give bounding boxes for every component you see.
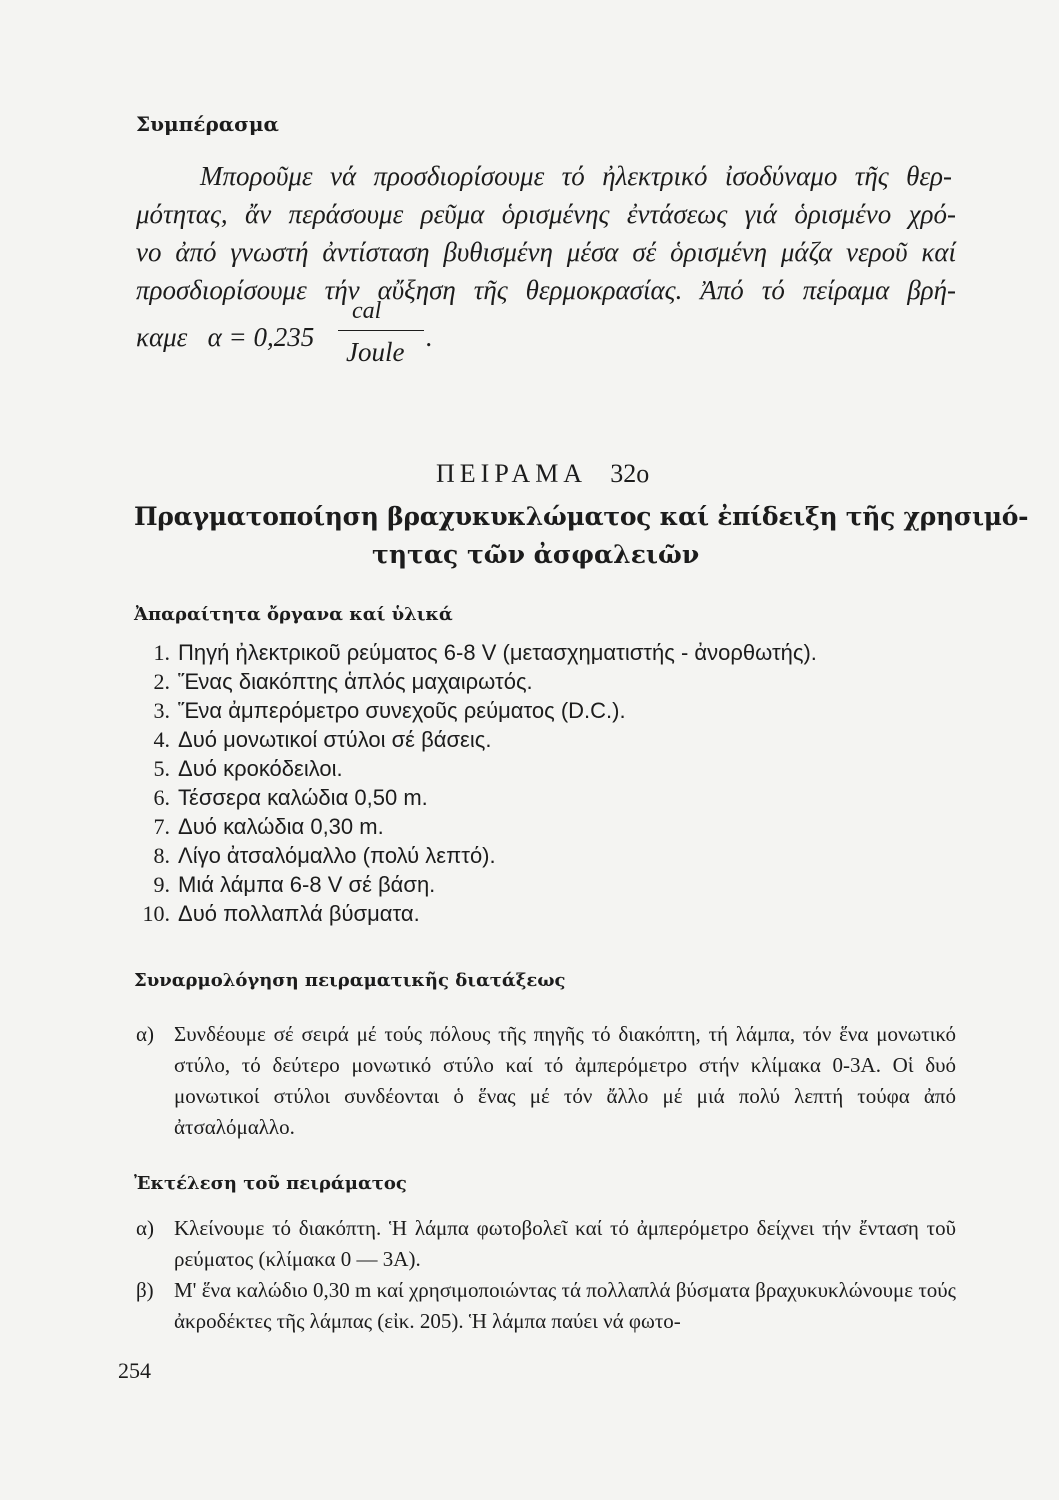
list-item [134, 872, 435, 898]
list-text: Μιά λάμπα 6-8 V σέ βάση. [178, 872, 436, 897]
formula-fraction-bar [338, 330, 424, 331]
experiment-number: 32ο [610, 459, 650, 488]
formula-denominator: Joule [346, 337, 405, 367]
step-label: β) [136, 1278, 154, 1302]
materials-heading: Ἀπαραίτητα ὄργανα καί ὑλικά [134, 604, 453, 625]
list-item [134, 669, 533, 695]
formula-end: . [426, 322, 433, 352]
list-item [134, 785, 428, 811]
assembly-paragraph [136, 1019, 956, 1149]
step-label: α) [136, 1216, 154, 1240]
list-number: 4. [153, 727, 170, 752]
step-text: Μ' ἕνα καλώδιο 0,30 m καί χρησιμοποιώντας τά πολλαπλά βύσματα βραχυκυκλώνουμε τούς ἀκροδέκτες τῆς λάμπας (εἰκ. 205). Ἡ λάμπα παύει νά φωτο- [174, 1278, 956, 1333]
execution-step [136, 1275, 956, 1337]
conclusion-line: προσδιορίσουμε τήν αὔξηση τῆς θερμοκρασίας. Ἀπό τό πείραμα βρή- [136, 275, 956, 305]
formula-prefix: καμε α = 0,235 [136, 322, 315, 352]
step-text: Κλείνουμε τό διακόπτη. Ἡ λάμπα φωτοβολεῖ καί τό ἀμπερόμετρο δείχνει τήν ἔνταση τοῦ ρεύματος (κλίμακα 0 — 3Α). [174, 1216, 956, 1271]
list-item [134, 843, 496, 869]
list-item [134, 727, 491, 753]
list-item [134, 814, 384, 840]
list-text: Τέσσερα καλώδια 0,50 m. [178, 785, 428, 810]
list-text: Δυό κροκόδειλοι. [178, 756, 343, 781]
assembly-heading: Συναρμολόγηση πειραματικῆς διατάξεως [134, 970, 566, 991]
conclusion-line: μότητας, ἄν περάσουμε ρεῦμα ὁρισμένης ἐντάσεως γιά ὁρισμένο χρό- [136, 199, 956, 229]
list-number: 10. [142, 901, 170, 926]
list-number: 7. [153, 814, 170, 839]
list-item [134, 901, 420, 927]
list-number: 9. [153, 872, 170, 897]
experiment-label-row [436, 459, 649, 489]
list-number: 6. [153, 785, 170, 810]
step-label: α) [136, 1022, 154, 1046]
experiment-label: ΠΕΙΡΑΜΑ [436, 459, 588, 488]
list-item [134, 640, 817, 666]
conclusion-line: Μποροῦμε νά προσδιορίσουμε τό ἠλεκτρικό ἰσοδύναμο τῆς θερ- [200, 161, 952, 191]
list-text: Ἕνα ἀμπερόμετρο συνεχοῦς ρεύματος (D.C.). [178, 698, 626, 723]
list-text: Δυό πολλαπλά βύσματα. [178, 901, 420, 926]
conclusion-heading: Συμπέρασμα [136, 112, 279, 136]
list-number: 5. [153, 756, 170, 781]
experiment-title-line: τητας τῶν ἀσφαλειῶν [372, 540, 700, 569]
list-text: Λίγο ἀτσαλόμαλλο (πολύ λεπτό). [178, 843, 496, 868]
experiment-title-line: Πραγματοποίηση βραχυκυκλώματος καί ἐπίδειξη τῆς χρησιμό- [134, 502, 1029, 531]
execution-heading: Ἐκτέλεση τοῦ πειράματος [134, 1173, 407, 1194]
list-number: 8. [153, 843, 170, 868]
list-number: 1. [153, 640, 170, 665]
list-number: 3. [153, 698, 170, 723]
formula-numerator: cal [352, 298, 382, 324]
list-number: 2. [153, 669, 170, 694]
list-text: Πηγή ἠλεκτρικοῦ ρεύματος 6-8 V (μετασχηματιστής - ἀνορθωτής). [178, 640, 817, 665]
list-text: Δυό καλώδια 0,30 m. [178, 814, 384, 839]
list-item [134, 756, 343, 782]
conclusion-line: νο ἀπό γνωστή ἀντίσταση βυθισμένη μέσα σέ ὁρισμένη μάζα νεροῦ καί [136, 237, 956, 267]
page-number: 254 [118, 1358, 151, 1383]
list-text: Ἕνας διακόπτης ἁπλός μαχαιρωτός. [178, 669, 533, 694]
list-text: Δυό μονωτικοί στύλοι σέ βάσεις. [178, 727, 492, 752]
list-item [134, 698, 626, 724]
step-text: Συνδέουμε σέ σειρά μέ τούς πόλους τῆς πηγῆς τό διακόπτη, τή λάμπα, τόν ἕνα μονωτικό στύλο, τό δεύτερο μονωτικό στύλο καί τό ἀμπερόμετρο στήν κλίμακα 0-3Α. Οἱ δυό μονωτικοί στύλοι συνδέονται ὁ ἕνας μέ τόν ἄλλο μέ μιά πολύ λεπτή τούφα ἀπό ἀτσαλόμαλλο. [174, 1022, 956, 1139]
execution-step [136, 1213, 956, 1275]
